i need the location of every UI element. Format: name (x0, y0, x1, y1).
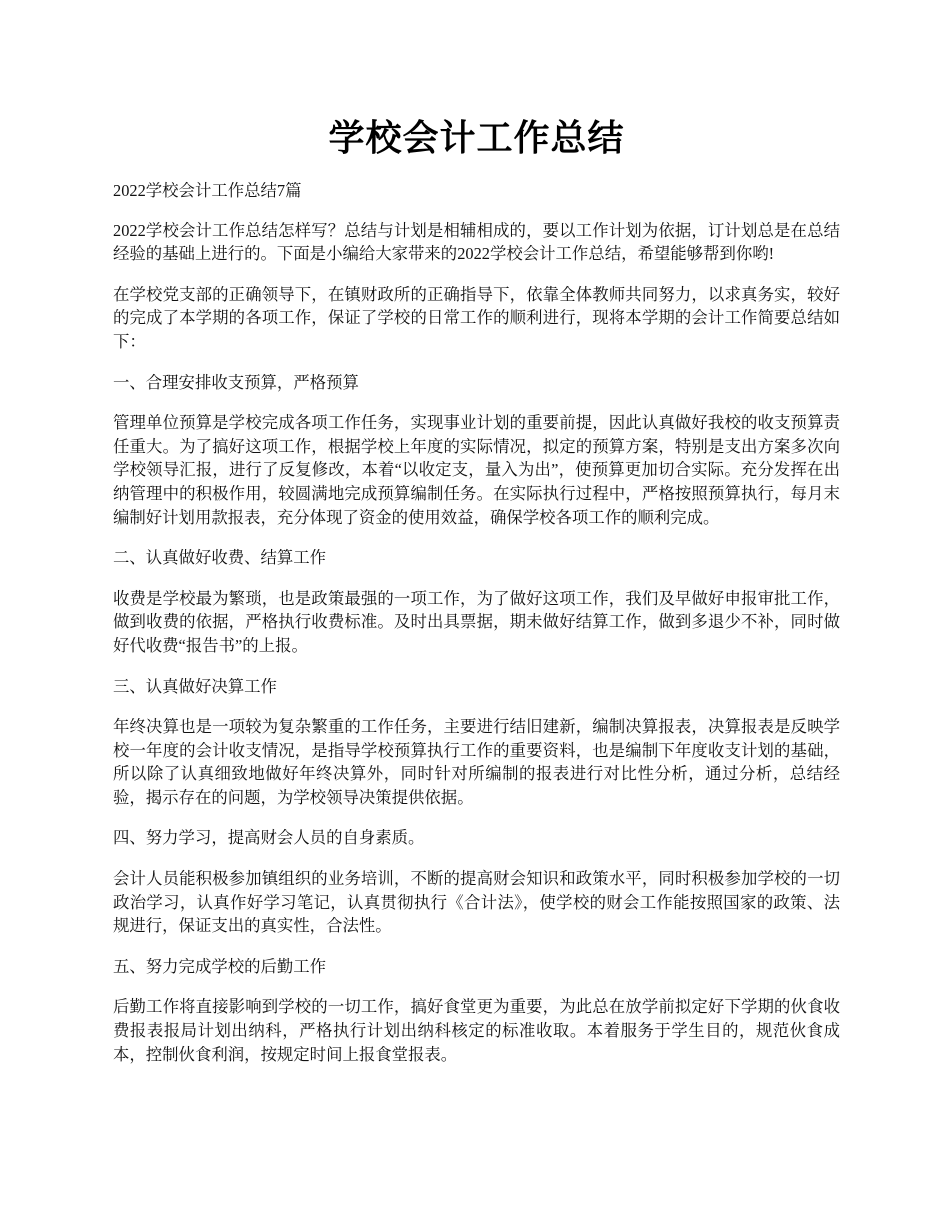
section-4-heading: 四、努力学习，提高财会人员的自身素质。 (113, 828, 425, 848)
section-4-body: 会计人员能积极参加镇组织的业务培训，不断的提高财会知识和政策水平，同时积极参加学校的一切政治学习，认真作好学习笔记，认真贯彻执行《合计法》，使学校的财会工作能按照国家的政策、法规进行，保证支出的真实性，合法性。 (113, 869, 840, 936)
document-title: 学校会计工作总结 (328, 118, 625, 158)
section-3-body: 年终决算也是一项较为复杂繁重的工作任务，主要进行结旧建新，编制决算报表，决算报表是反映学校一年度的会计收支情况，是指导学校预算执行工作的重要资料，也是编制下年度收支计划的基础，所以除了认真细致地做好年终决算外，同时针对所编制的报表进行对比性分析，通过分析，总结经验，揭示存在的问题，为学校领导决策提供依据。 (113, 717, 840, 807)
intro-paragraph: 2022学校会计工作总结怎样写？总结与计划是相辅相成的，要以工作计划为依据，订计划总是在总结经验的基础上进行的。下面是小编给大家带来的2022学校会计工作总结，希望能够帮到你哟! (113, 220, 840, 264)
section-2-heading: 二、认真做好收费、结算工作 (113, 548, 327, 568)
section-5-body: 后勤工作将直接影响到学校的一切工作，搞好食堂更为重要，为此总在放学前拟定好下学期的伙食收费报表报局计划出纳科，严格执行计划出纳科核定的标准收取。本着服务于学生目的，规范伙食成本，控制伙食利润，按规定时间上报食堂报表。 (113, 997, 840, 1064)
section-2-body: 收费是学校最为繁琐，也是政策最强的一项工作，为了做好这项工作，我们及早做好申报审批工作，做到收费的依据，严格执行收费标准。及时出具票据，期未做好结算工作，做到多退少不补，同时做好代收费“报告书”的上报。 (113, 588, 840, 655)
document-page (113, 0, 840, 1066)
section-1-heading: 一、合理安排收支预算，严格预算 (113, 372, 359, 392)
section-1-body: 管理单位预算是学校完成各项工作任务，实现事业计划的重要前提，因此认真做好我校的收支预算责任重大。为了搞好这项工作，根据学校上年度的实际情况，拟定的预算方案，特别是支出方案多次向学校领导汇报，进行了反复修改，本着“以收定支，量入为出”，使预算更加切合实际。充分发挥在出纳管理中的积极作用，较圆满地完成预算编制任务。在实际执行过程中，严格按照预算执行，每月末编制好计划用款报表，充分体现了资金的使用效益，确保学校各项工作的顺利完成。 (113, 413, 840, 527)
section-3-heading: 三、认真做好决算工作 (113, 676, 277, 696)
opening-paragraph: 在学校党支部的正确领导下，在镇财政所的正确指导下，依靠全体教师共同努力，以求真务实，较好的完成了本学期的各项工作，保证了学校的日常工作的顺利进行，现将本学期的会计工作简要总结如下： (113, 284, 840, 351)
section-5-heading: 五、努力完成学校的后勤工作 (113, 956, 327, 976)
document-subtitle: 2022学校会计工作总结7篇 (113, 181, 302, 200)
